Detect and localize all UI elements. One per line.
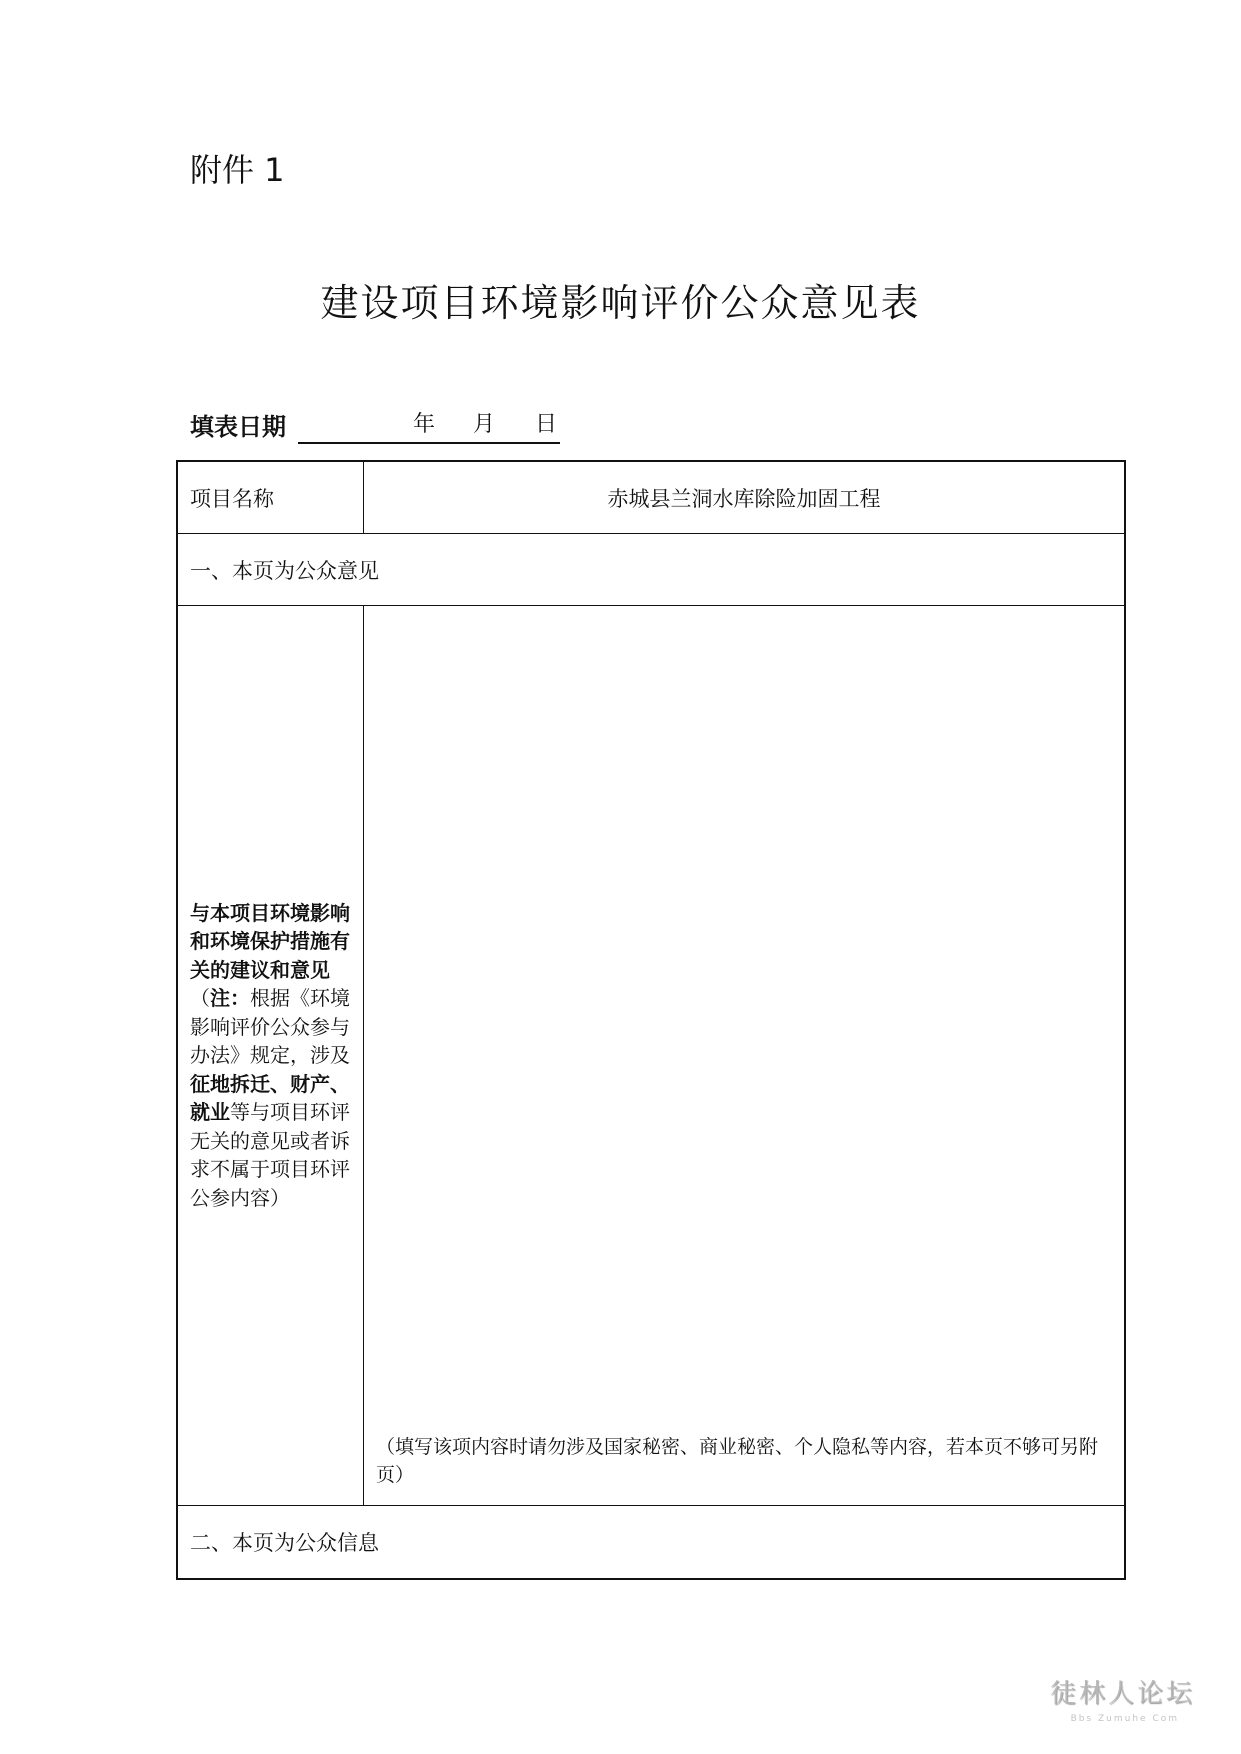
opinion-form-table [176, 460, 1126, 1580]
project-name-row [178, 462, 1124, 534]
fill-tip: （填写该项内容时请勿涉及国家秘密、商业秘密、个人隐私等内容，若本页不够可另附页） [376, 1436, 1099, 1486]
fill-date-label: 填表日期 [190, 413, 286, 441]
guide-note-label: 注： [210, 986, 250, 1011]
guide-intro: 与本项目环境影响和环境保护措施有关的建议和意见 [190, 900, 350, 982]
section-one-heading: 一、本页为公众意见 [178, 534, 1124, 606]
opinion-guide-text [190, 899, 353, 1213]
project-name-value: 赤城县兰洞水库除险加固工程 [607, 486, 881, 511]
fill-date-row [190, 410, 560, 444]
opinion-guide-cell [178, 606, 364, 1505]
watermark-logo: 徒林人论坛 [1049, 1679, 1195, 1709]
project-name-label: 项目名称 [178, 462, 364, 533]
month-label: 月 [473, 412, 496, 437]
attachment-label: 附件 1 [190, 151, 285, 189]
watermark-subtext: Bbs Zumuhe Com [1070, 1714, 1179, 1724]
opinion-row [178, 606, 1124, 1506]
section-two-heading: 二、本页为公众信息 [190, 1531, 379, 1555]
page-title: 建设项目环境影响评价公众意见表 [320, 281, 921, 325]
guide-note-open: （ [190, 986, 210, 1011]
opinion-input-area[interactable] [364, 606, 1124, 1505]
guide-note-text-a: 根据《环境影响评价公众参与办法》规定，涉及 [190, 986, 350, 1068]
year-label: 年 [413, 412, 436, 437]
fill-date-field[interactable] [298, 410, 560, 444]
guide-note-text-c: 等与项目环评无关的意见或者诉求不属于项目环评公参内容） [190, 1100, 350, 1210]
guide-note-bold-b: 征地拆迁、财产、就业 [190, 1071, 350, 1125]
day-label: 日 [535, 412, 558, 437]
